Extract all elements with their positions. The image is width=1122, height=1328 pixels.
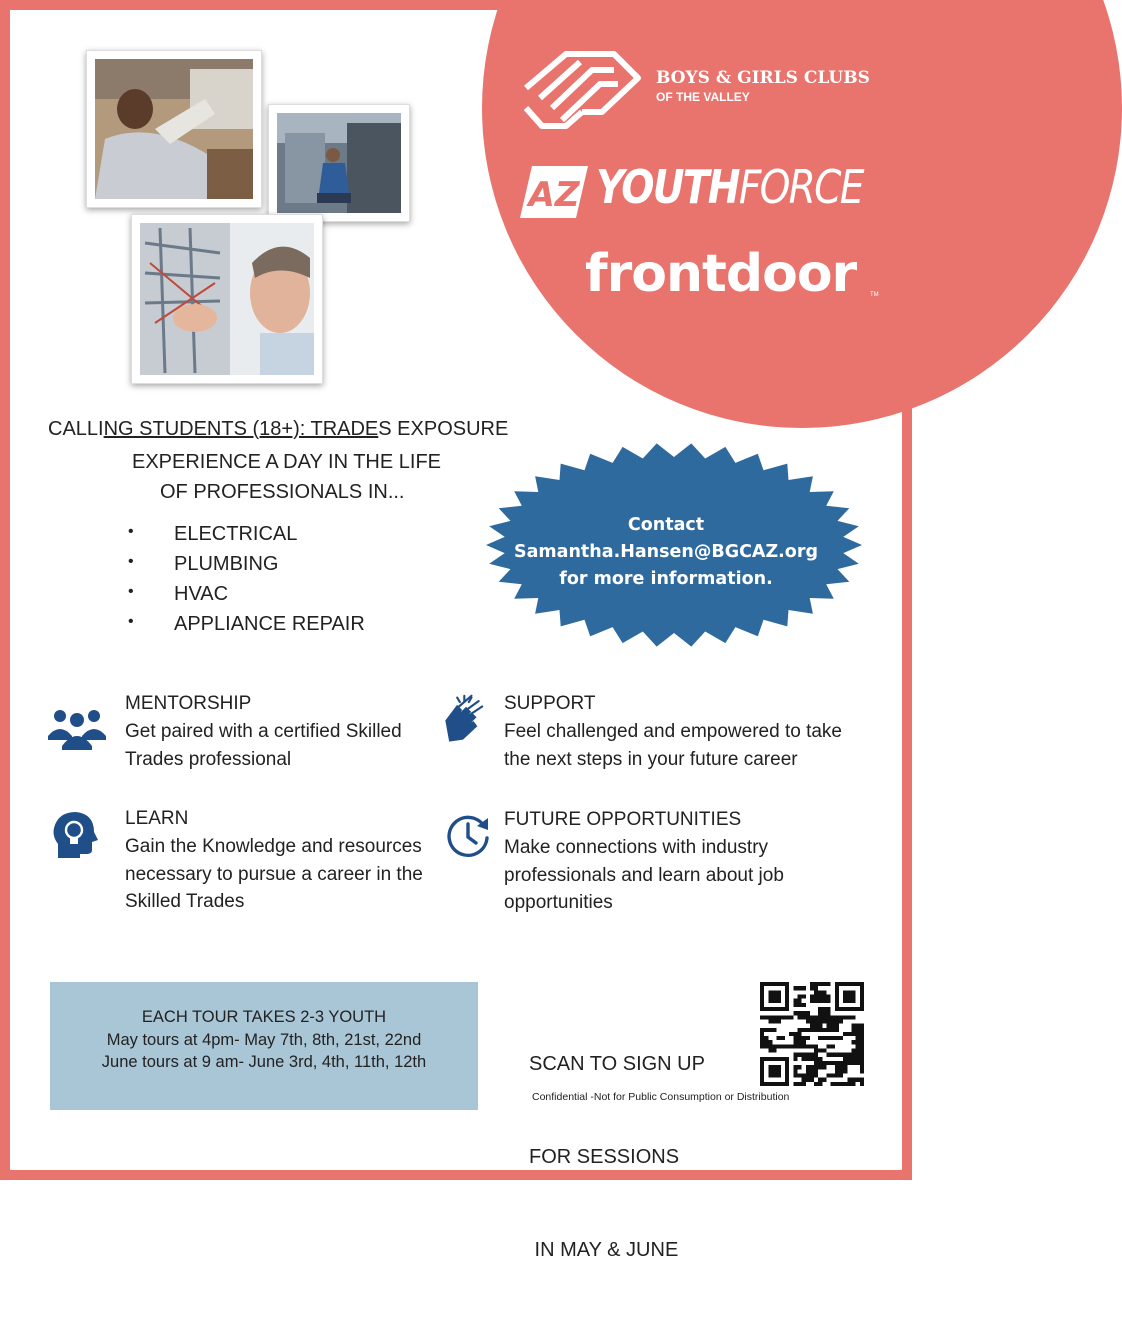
photo-electrician [131,214,323,384]
trades-list [128,523,365,643]
handshake-icon [522,50,642,130]
headline-calling [48,418,508,441]
support-title: SUPPORT [504,693,596,714]
trade-item: • ELECTRICAL [128,523,365,553]
contact-email[interactable]: Samantha.Hansen@BGCAZ.org [514,542,818,562]
bgc-logo [522,50,882,130]
signup-line3: IN MAY & JUNE [529,1239,679,1261]
youthforce-logo [518,160,888,224]
confidential-notice: Confidential -Not for Public Consumption or Distribution [532,1091,790,1103]
clapping-hands-icon [436,694,498,744]
az-badge-text: AZ [528,175,580,215]
tour-june-dates: June tours at 9 am- June 3rd, 4th, 11th, 12th [101,1053,427,1071]
signup-text [529,987,705,1328]
frontdoor-logo: frontdoor [585,244,857,304]
tour-capacity: EACH TOUR TAKES 2-3 YOUTH [141,1008,387,1026]
headline-calling-prefix: CALLI [48,418,104,440]
photo-hvac-technician [268,104,410,222]
people-icon [46,702,108,752]
qr-code-icon[interactable] [760,982,864,1086]
trade-item: • APPLIANCE REPAIR [128,613,365,643]
frontdoor-trademark: TM [870,292,879,298]
future-title: FUTURE OPPORTUNITIES [504,809,742,830]
tour-may-dates: May tours at 4pm- May 7th, 8th, 21st, 22nd [106,1030,422,1049]
photo-technician-lying [86,50,262,208]
flyer-page [10,10,902,1261]
bgc-title: BOYS & GIRLS CLUBS [656,68,870,88]
support-description: Feel challenged and empowered to take the next steps in your future career [504,721,843,770]
contact-label: Contact [627,515,705,535]
tour-info-text [50,1006,478,1074]
bgc-subtitle: OF THE VALLEY [656,90,750,104]
signup-line2: FOR SESSIONS [529,1146,680,1168]
learn-title: LEARN [125,808,189,829]
trade-item: • HVAC [128,583,365,613]
clock-icon [444,812,492,860]
headline-experience-line2: OF PROFESSIONALS IN... [160,481,405,503]
youthforce-bold: YOUTH [596,160,739,214]
future-description: Make connections with industry professionals and learn about job opportunities [504,837,784,913]
youthforce-thin: FORCE [738,160,863,214]
headline-calling-underlined: NG STUDENTS (18+): TRADE [103,418,379,440]
headline-calling-suffix: S EXPOSURE [378,418,509,440]
lightbulb-head-icon [52,810,98,860]
signup-line1: SCAN TO SIGN UP [529,1053,705,1075]
contact-callout [488,512,844,593]
headline-experience-line1: EXPERIENCE A DAY IN THE LIFE [132,451,441,473]
mentorship-title: MENTORSHIP [125,693,252,714]
learn-description: Gain the Knowledge and resources necessary to pursue a career in the Skilled Trades [125,836,423,912]
az-badge-icon [518,164,590,220]
youthforce-wordmark [596,160,863,214]
contact-more-info: for more information. [559,569,773,589]
trade-item: • PLUMBING [128,553,365,583]
mentorship-description: Get paired with a certified Skilled Trades professional [125,721,402,770]
